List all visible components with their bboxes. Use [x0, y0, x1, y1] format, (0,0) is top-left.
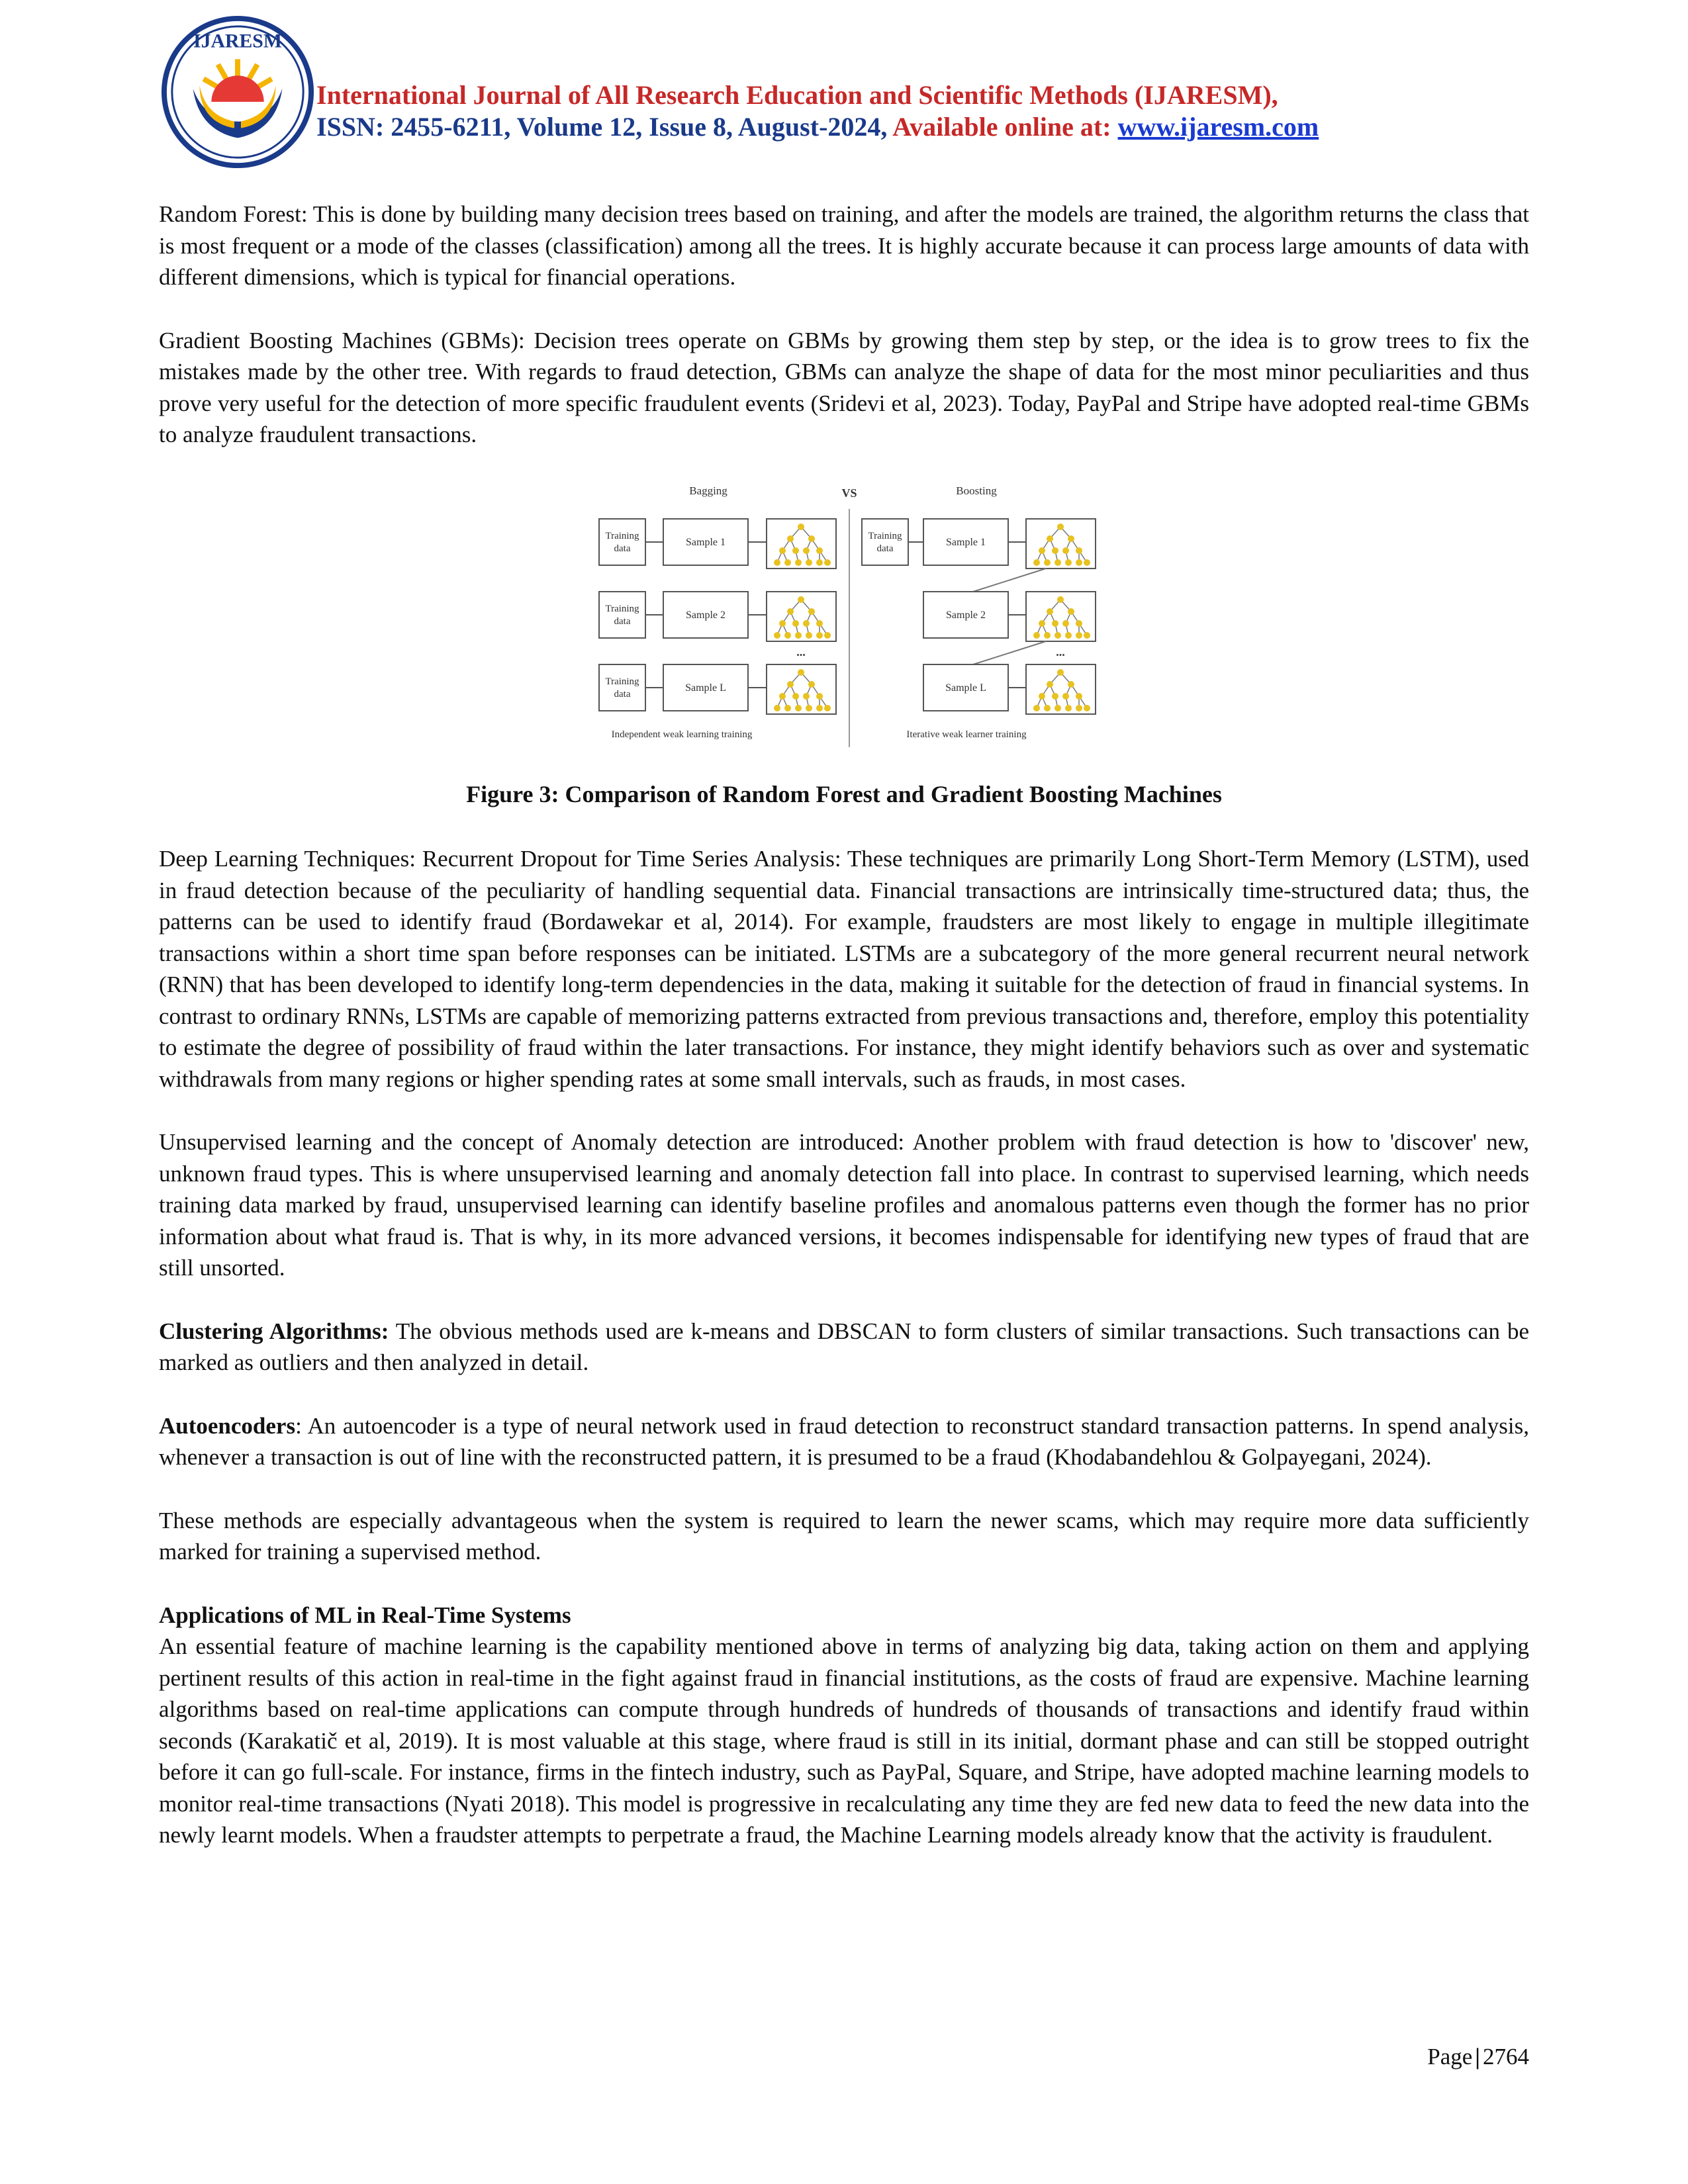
bagging-caption: Independent weak learning training: [611, 729, 753, 740]
tree-node: [1065, 632, 1072, 639]
tree-node: [1076, 693, 1082, 700]
tree-node: [795, 632, 802, 639]
logo-text: IJARESM: [193, 30, 282, 52]
svg-text:Sample 2: Sample 2: [686, 609, 726, 621]
issn-line: [316, 111, 1574, 143]
tree-node: [1068, 608, 1074, 615]
paragraph-random-forest: Random Forest: This is done by building many decision trees based on training, and after the models are trained, the algorithm returns the class that is most frequent or a mode of the classes (classification) among all the trees. It is highly accurate because it can process large amounts of data with different dimensions, which is typical for financial operations.: [159, 201, 1529, 290]
bagging-title: Bagging: [689, 484, 727, 497]
svg-text:Training: Training: [605, 676, 639, 687]
journal-logo: [159, 13, 316, 171]
tree-node: [779, 620, 786, 627]
paragraph-unsupervised: Unsupervised learning and the concept of Anomaly detection are introduced: Another problem with fraud detection is how to 'discover' new, unknown fraud types. This is where unsupervised learning and anomaly detection fall into place. In contrast to supervised learning, which needs training data marked by fraud, unsupervised learning can identify baseline profiles and anomalous patterns even though the former has no prior information about what fraud is. That is why, in its more advanced versions, it becomes indispensable for identifying new types of fraud that are still unsorted.: [159, 1129, 1529, 1281]
available-text: Available online at:: [892, 112, 1111, 142]
boosting-link-1: [973, 569, 1046, 592]
figure-3: [159, 482, 1529, 774]
tree-node: [1047, 608, 1053, 615]
svg-text:data: data: [614, 688, 631, 700]
autoencoders-heading: Autoencoders: [159, 1412, 296, 1439]
tree-node: [798, 523, 804, 530]
tree-node: [1044, 705, 1051, 711]
article-body: [159, 199, 1529, 1851]
tree-node: [792, 693, 799, 700]
tree-node: [1076, 705, 1082, 711]
journal-url-link[interactable]: www.ijaresm.com: [1117, 112, 1319, 142]
bagging-vs-boosting-diagram: [589, 482, 1099, 774]
tree-node: [1033, 705, 1040, 711]
tree-node: [824, 632, 831, 639]
tree-node: [795, 705, 802, 711]
tree-node: [816, 620, 823, 627]
tree-node: [792, 620, 799, 627]
tree-node: [1047, 681, 1053, 688]
tree-node: [806, 632, 812, 639]
tree-node: [816, 705, 823, 711]
tree-node: [1039, 547, 1045, 554]
tree-node: [1055, 559, 1061, 566]
tree-node: [816, 547, 823, 554]
svg-text:data: data: [876, 543, 894, 554]
tree-node: [1047, 535, 1053, 542]
tree-node: [1084, 559, 1090, 566]
tree-node: [1039, 620, 1045, 627]
tree-node: [808, 535, 815, 542]
decision-tree-icon: [774, 523, 831, 566]
tree-node: [798, 596, 804, 603]
tree-node: [808, 608, 815, 615]
tree-node: [1076, 632, 1082, 639]
paragraph-autoencoders: [159, 1410, 1529, 1473]
tree-node: [816, 632, 823, 639]
decision-trees: [774, 523, 1090, 711]
tree-node: [1057, 669, 1064, 676]
page-number: 2764: [1483, 2044, 1529, 2070]
tree-node: [798, 669, 804, 676]
tree-node: [824, 559, 831, 566]
decision-tree-icon: [1033, 669, 1090, 711]
svg-text:Training: Training: [605, 530, 639, 541]
svg-text:Sample 1: Sample 1: [686, 536, 726, 548]
paragraph-gbm: Gradient Boosting Machines (GBMs): Decision trees operate on GBMs by growing them step by step, or the idea is to grow trees to fix the mistakes made by the other tree. With regards to fraud detection, GBMs can analyze the shape of data for the most minor peculiarities and thus prove very useful for the detection of more specific fraudulent events (Sridevi et al, 2023). Today, PayPal and Stripe have adopted real-time GBMs to analyze fraudulent transactions.: [159, 327, 1529, 447]
tree-node: [1076, 547, 1082, 554]
clustering-heading: Clustering Algorithms:: [159, 1318, 389, 1344]
tree-node: [808, 681, 815, 688]
paragraph-deep-learning: Deep Learning Techniques: Recurrent Dropout for Time Series Analysis: These techniques are primarily Long Short-Term Memory (LSTM), used in fraud detection because of the peculiarity of handling sequential data. Financial transactions are intrinsically time-structured data; thus, the patterns can be used to identify fraud (Bordawekar et al, 2014). For example, fraudsters are most likely to engage in multiple illegitimate transactions within a short time span before responses can be initiated. LSTMs are a subcategory of the more general recurrent neural network (RNN) that has been developed to identify long-term dependencies in the data, making it suitable for the detection of fraud in financial systems. In contrast to ordinary RNNs, LSTMs are capable of memorizing patterns extracted from previous transactions and, therefore, employ this potentiality to estimate the degree of possibility of fraud within the later transactions. For instance, they might identify behaviors such as over and systematic withdrawals from many regions or higher spending rates at some small intervals, such as frauds, in most cases.: [159, 846, 1529, 1092]
tree-node: [1062, 547, 1069, 554]
tree-node: [1052, 547, 1058, 554]
tree-node: [816, 559, 823, 566]
journal-header: [159, 13, 1549, 179]
tree-node: [806, 705, 812, 711]
tree-node: [1068, 681, 1074, 688]
svg-text:Training: Training: [868, 530, 902, 541]
tree-node: [1065, 559, 1072, 566]
tree-node: [1052, 620, 1058, 627]
tree-node: [774, 632, 780, 639]
issn-text: ISSN: 2455-6211, Volume 12, Issue 8, August-2024,: [316, 112, 888, 142]
figure-caption: Figure 3: Comparison of Random Forest and Gradient Boosting Machines: [466, 780, 1222, 807]
vs-label: VS: [841, 486, 857, 500]
svg-text:Sample 1: Sample 1: [946, 536, 986, 548]
tree-node: [774, 705, 780, 711]
bagging-ellipsis: ...: [796, 645, 806, 659]
tree-node: [1033, 632, 1040, 639]
paragraph-applications: An essential feature of machine learning is the capability mentioned above in terms of analyzing big data, taking action on them and applying pertinent results of this action in real-time in the fight against fraud in financial institutions, as the costs of fraud are expensive. Machine learning algorithms based on real-time applications can compute through hundreds of hundreds of thousands of transactions and identify fraud within seconds (Karakatič et al, 2019). It is most valuable at this stage, where fraud is still in its initial, dormant phase and can still be stopped outright before it can go full-scale. For instance, firms in the fintech industry, such as PayPal, Square, and Stripe, have adopted machine learning models to monitor real-time transactions (Nyati 2018). This model is progressive in recalculating any time they are fed new data to feed the new data into the newly learnt models. When a fraudster attempts to perpetrate a fraud, the Machine Learning models already know that the activity is fraudulent.: [159, 1633, 1529, 1848]
boosting-link-2: [973, 641, 1046, 664]
tree-node: [787, 681, 794, 688]
tree-node: [795, 559, 802, 566]
tree-node: [1062, 620, 1069, 627]
tree-node: [1065, 705, 1072, 711]
svg-text:Sample L: Sample L: [945, 682, 986, 694]
clustering-text: The obvious methods used are k-means and DBSCAN to form clusters of similar transactions. Such transactions can be marked as outliers and then analyzed in detail.: [159, 1318, 1529, 1375]
tree-node: [1033, 559, 1040, 566]
tree-node: [1084, 632, 1090, 639]
tree-node: [803, 547, 810, 554]
boosting-title: Boosting: [956, 484, 997, 497]
tree-node: [1084, 705, 1090, 711]
tree-node: [1039, 693, 1045, 700]
paragraph-clustering: [159, 1316, 1529, 1379]
tree-node: [1062, 693, 1069, 700]
tree-node: [1044, 559, 1051, 566]
tree-node: [1052, 693, 1058, 700]
decision-tree-icon: [774, 669, 831, 711]
tree-node: [787, 608, 794, 615]
svg-text:data: data: [614, 615, 631, 627]
tree-node: [784, 559, 791, 566]
tree-node: [779, 547, 786, 554]
tree-node: [779, 693, 786, 700]
journal-info: [316, 79, 1574, 143]
svg-text:Sample 2: Sample 2: [946, 609, 986, 621]
tree-node: [1055, 705, 1061, 711]
tree-node: [1057, 523, 1064, 530]
svg-text:Training: Training: [605, 603, 639, 614]
tree-node: [1068, 535, 1074, 542]
tree-node: [806, 559, 812, 566]
tree-node: [1055, 632, 1061, 639]
tree-node: [803, 693, 810, 700]
tree-node: [784, 632, 791, 639]
section-heading-applications: Applications of ML in Real-Time Systems: [159, 1602, 571, 1628]
autoencoders-text: : An autoencoder is a type of neural network used in fraud detection to reconstruct standard transaction patterns. In spend analysis, whenever a transaction is out of line with the reconstructed pattern, it is presumed to be a fraud (Khodabandehlou & Golpayegani, 2024).: [159, 1412, 1529, 1470]
decision-tree-icon: [1033, 523, 1090, 566]
tree-node: [824, 705, 831, 711]
boosting-ellipsis: ...: [1056, 645, 1065, 659]
page-label: Page: [1427, 2044, 1473, 2070]
decision-tree-icon: [1033, 596, 1090, 639]
boosting-training-data: [862, 519, 923, 565]
tree-node: [1076, 559, 1082, 566]
tree-node: [803, 620, 810, 627]
tree-node: [787, 535, 794, 542]
tree-node: [792, 547, 799, 554]
svg-text:Sample L: Sample L: [685, 682, 726, 694]
decision-tree-icon: [774, 596, 831, 639]
boosting-caption: Iterative weak learner training: [906, 729, 1027, 740]
tree-node: [784, 705, 791, 711]
journal-title: International Journal of All Research Education and Scientific Methods (IJARESM),: [316, 80, 1278, 110]
tree-node: [1076, 620, 1082, 627]
tree-node: [1057, 596, 1064, 603]
tree-node: [816, 693, 823, 700]
paragraph-methods: These methods are especially advantageous when the system is required to learn the newer scams, which may require more data sufficiently marked for training a supervised method.: [159, 1507, 1529, 1565]
tree-node: [774, 559, 780, 566]
tree-node: [1044, 632, 1051, 639]
page-footer: Page | 2764: [1427, 2044, 1529, 2070]
svg-text:data: data: [614, 543, 631, 554]
